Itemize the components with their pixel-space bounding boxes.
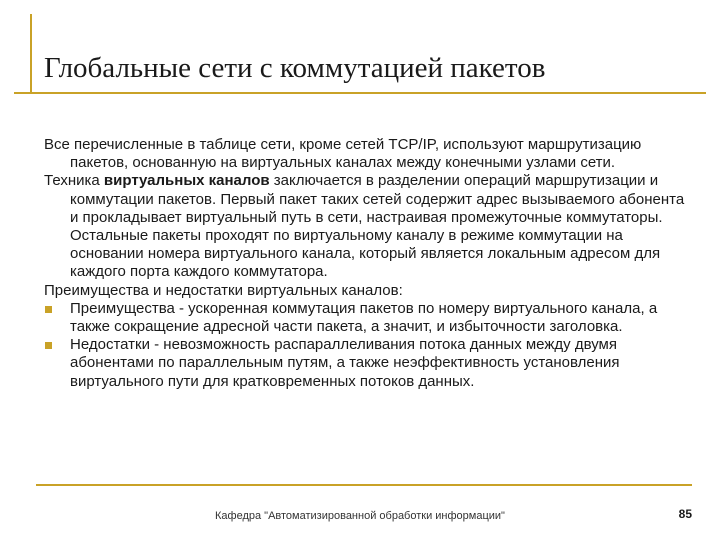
paragraph-intro: Все перечисленные в таблице сети, кроме сетей TCP/IP, используют маршрутизацию пакетов, основанную на виртуальных каналах между конечными узлами сети. — [44, 136, 642, 172]
square-bullet-icon — [45, 306, 52, 313]
paragraph-virtual-channels-lead: Техника — [44, 172, 104, 190]
footer-department: Кафедра "Автоматизированной обработки информации" — [215, 510, 505, 522]
bullet-advantages — [44, 300, 694, 336]
bullet-advantages-text: Преимущества - ускоренная коммутация пакетов по номеру виртуального канала, а также сокращение адресной части пакета, а значит, и избыточности заголовка. — [70, 299, 658, 336]
square-bullet-icon — [45, 342, 52, 349]
paragraph-pros-cons-heading: Преимущества и недостатки виртуальных каналов: — [44, 281, 403, 299]
title-frame-vertical-line — [30, 14, 32, 92]
bullet-disadvantages — [44, 336, 694, 391]
slide-title: Глобальные сети с коммутацией пакетов — [44, 52, 546, 84]
paragraph-virtual-channels-rest: заключается в разделении операций маршрутизации и коммутации пакетов. Первый пакет таких сетей содержит адрес вызываемого абонента и прокладывает виртуальный путь в сети, настраивая промежуточные коммутаторы. Остальные пакеты проходят по виртуальному каналу в режиме коммутации на основании номера виртуального канала, который является локальным адресом для каждого порта каждого коммутатора. — [70, 172, 685, 281]
page-number: 85 — [678, 507, 692, 521]
slide-body — [44, 136, 694, 391]
term-virtual-channels: виртуальных каналов — [103, 172, 270, 190]
bullet-disadvantages-text: Недостатки - невозможность распараллеливания потока данных между двумя абонентами по параллельным путям, а также неэффективность установления виртуального пути для кратковременных потоков данных. — [70, 336, 620, 390]
footer-divider — [36, 484, 692, 486]
paragraph-virtual-channels — [44, 172, 694, 281]
title-frame-horizontal-line — [14, 92, 706, 94]
